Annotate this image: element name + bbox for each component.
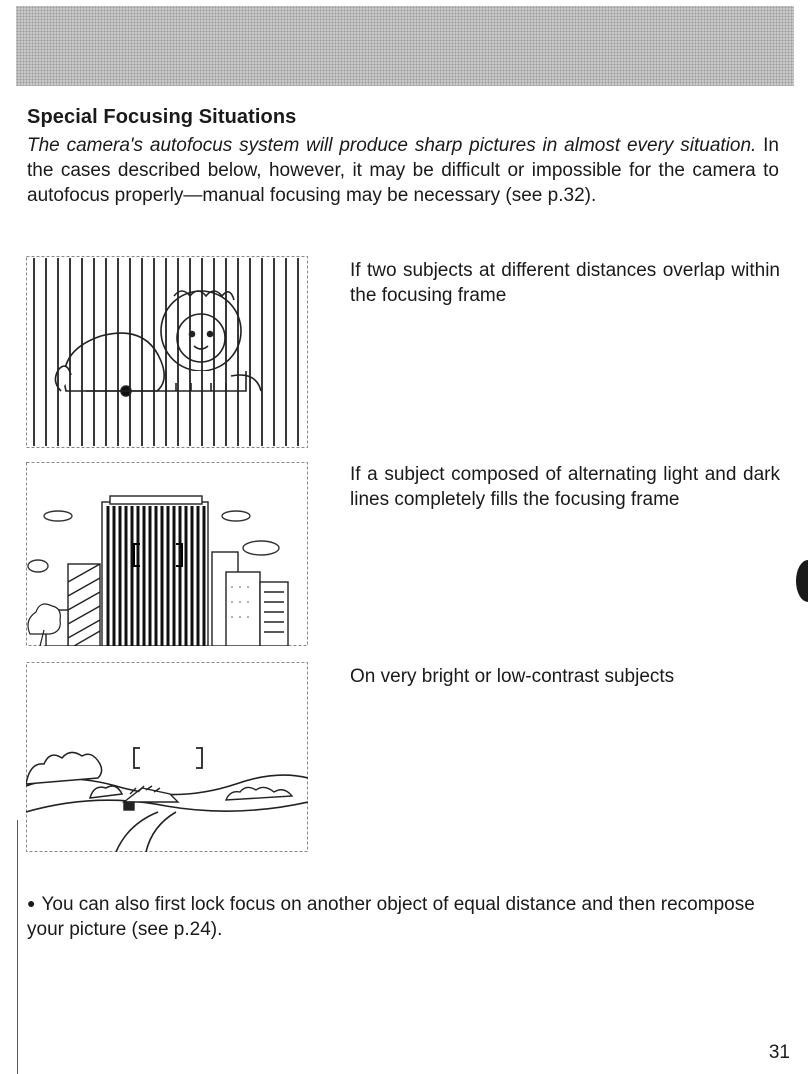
page-title: Special Focusing Situations [27,106,297,128]
intro-text: In the cases described below, however, it may be difficult or impossible for the camera to autofocus properly—manual focusing may be necessary (see p.32). [27,135,780,206]
illustration-striped-subject [26,462,308,646]
thumb-index-tab [796,560,808,602]
margin-rule [17,820,18,1074]
caption-overlapping-subjects: If two subjects at different distances overlap within the focusing frame [350,260,780,306]
note-text: You can also first lock focus on another object of equal distance and then recompose your picture (see p.24). [27,894,755,940]
intro-paragraph [27,133,779,208]
bullet-icon: ● [27,895,36,911]
illustration-low-contrast [26,662,308,852]
landscape-illustration [26,662,308,852]
caption-striped-subject: If a subject composed of alternating light and dark lines completely fills the focusing frame [350,464,780,510]
caption-low-contrast: On very bright or low-contrast subjects [350,666,675,687]
intro-italic-text: The camera's autofocus system will produce sharp pictures in almost every situation. [27,135,757,156]
skyline-illustration [26,462,308,646]
page-number: 31 [768,1042,790,1063]
illustration-overlapping-subjects [26,256,308,448]
header-band [16,6,794,86]
cage-animals-illustration [26,256,308,448]
note-paragraph [27,891,779,942]
